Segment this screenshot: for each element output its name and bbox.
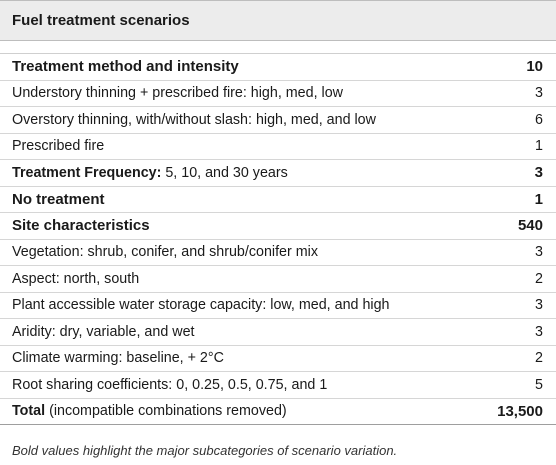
row-label: Prescribed fire — [12, 138, 105, 155]
row-label: Plant accessible water storage capacity: low, med, and high — [12, 297, 390, 314]
table-row — [0, 372, 556, 399]
row-label — [12, 165, 288, 181]
row-label-rest: 5, 10, and 30 years — [161, 164, 288, 181]
table-row — [0, 187, 556, 214]
row-value: 10 — [526, 58, 543, 76]
table-footnote: Bold values highlight the major subcategories of scenario variation. — [12, 443, 398, 458]
row-value: 13,500 — [497, 402, 543, 420]
header-spacer — [0, 41, 556, 54]
row-label: Site characteristics — [12, 217, 150, 235]
table-header-title: Fuel treatment scenarios — [12, 12, 190, 29]
row-value: 6 — [535, 111, 543, 128]
table-row — [0, 54, 556, 81]
row-label: Aridity: dry, variable, and wet — [12, 323, 195, 340]
row-value: 1 — [535, 138, 543, 155]
row-label-rest: (incompatible combinations removed) — [45, 403, 287, 420]
table-row — [0, 81, 556, 108]
row-value: 3 — [535, 85, 543, 102]
row-value: 1 — [534, 190, 543, 208]
row-value: 3 — [535, 323, 543, 340]
table-row — [0, 240, 556, 267]
row-label: Aspect: north, south — [12, 270, 140, 287]
row-label-bold: Treatment Frequency: — [12, 164, 162, 181]
table-row-total — [0, 399, 556, 426]
row-value: 540 — [517, 217, 543, 235]
table-row — [0, 346, 556, 373]
row-label-bold: Total — [12, 403, 46, 420]
row-label — [12, 403, 287, 419]
table-header — [0, 0, 556, 41]
table-row — [0, 213, 556, 240]
row-label: Understory thinning + prescribed fire: high, med, low — [12, 85, 343, 102]
row-label: Vegetation: shrub, conifer, and shrub/conifer mix — [12, 244, 318, 261]
table-row — [0, 134, 556, 161]
table-row — [0, 319, 556, 346]
row-value: 2 — [535, 350, 543, 367]
row-label: Climate warming: baseline, + 2°C — [12, 350, 224, 367]
table-row — [0, 293, 556, 320]
table-row — [0, 266, 556, 293]
row-value: 3 — [534, 164, 543, 182]
row-label: Overstory thinning, with/without slash: high, med, and low — [12, 111, 376, 128]
table-row — [0, 160, 556, 187]
row-label: Treatment method and intensity — [12, 58, 239, 76]
table-row — [0, 107, 556, 134]
row-value: 3 — [535, 297, 543, 314]
row-value: 3 — [535, 244, 543, 261]
row-label: No treatment — [12, 190, 105, 208]
row-value: 5 — [535, 376, 543, 393]
row-label: Root sharing coefficients: 0, 0.25, 0.5, 0.75, and 1 — [12, 376, 328, 393]
row-value: 2 — [535, 270, 543, 287]
